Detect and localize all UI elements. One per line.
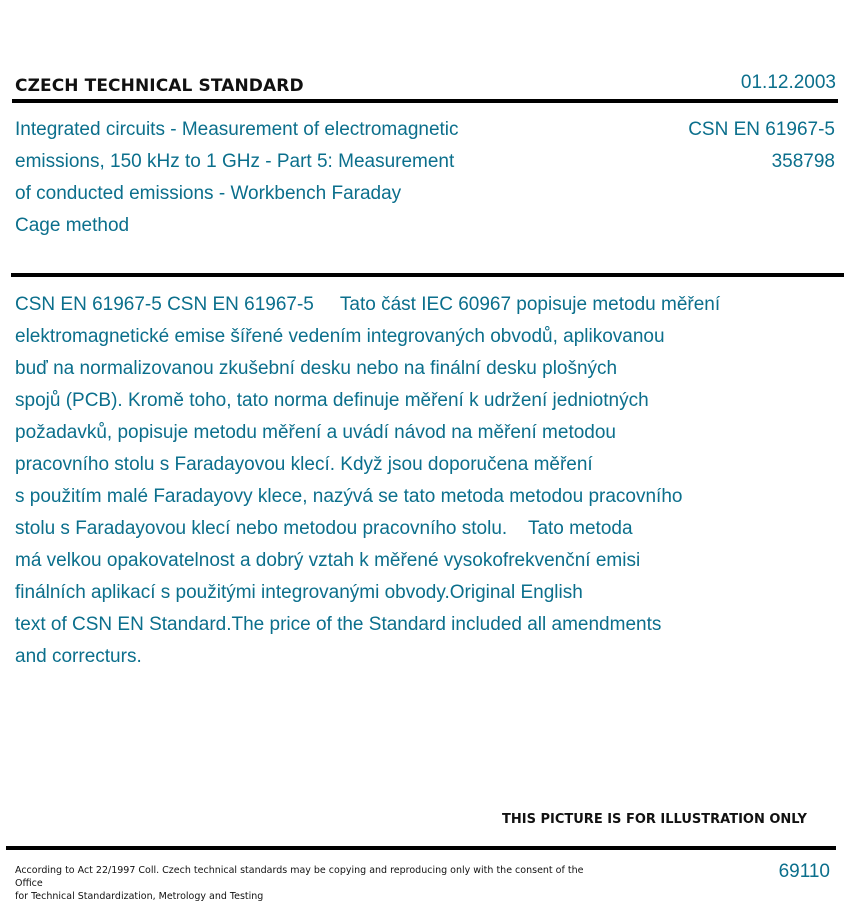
section-divider: [11, 273, 844, 277]
footer-divider: [6, 846, 836, 850]
legal-notice: [15, 864, 585, 903]
standard-description: [15, 289, 845, 673]
description-line: spojů (PCB). Kromě toho, tato norma definuje měření k udržení jedniotných: [15, 390, 649, 411]
description-line: má velkou opakovatelnost a dobrý vztah k měřené vysokofrekvenční emisi: [15, 550, 641, 571]
description-line: CSN EN 61967-5 CSN EN 61967-5 Tato část IEC 60967 popisuje metodu měření: [15, 294, 721, 315]
description-line: finálních aplikací s použitými integrovanými obvody.Original English: [15, 582, 583, 603]
catalog-code: 69110: [778, 861, 830, 882]
standard-title: [15, 114, 535, 242]
description-line: text of CSN EN Standard.The price of the Standard included all amendments: [15, 614, 662, 635]
header-divider: [12, 99, 838, 103]
title-line: of conducted emissions - Workbench Faraday: [15, 183, 402, 204]
illustration-note: THIS PICTURE IS FOR ILLUSTRATION ONLY: [502, 812, 807, 827]
standard-identifier: [688, 114, 835, 178]
description-line: buď na normalizovanou zkušební desku nebo na finální desku plošných: [15, 358, 618, 379]
standard-code: CSN EN 61967-5: [688, 119, 835, 140]
document-type-label: CZECH TECHNICAL STANDARD: [15, 76, 304, 96]
title-line: Cage method: [15, 215, 130, 236]
description-line: požadavků, popisuje metodu měření a uvádí návod na měření metodou: [15, 422, 616, 443]
standard-number: 358798: [771, 151, 835, 172]
legal-line: for Technical Standardization, Metrology and Testing: [15, 891, 264, 902]
publication-date: 01.12.2003: [740, 72, 836, 93]
description-line: and correcturs.: [15, 646, 142, 667]
description-line: stolu s Faradayovou klecí nebo metodou pracovního stolu. Tato metoda: [15, 518, 633, 539]
description-line: elektromagnetické emise šířené vedením integrovaných obvodů, aplikovanou: [15, 326, 665, 347]
description-line: pracovního stolu s Faradayovou klecí. Když jsou doporučena měření: [15, 454, 593, 475]
title-line: emissions, 150 kHz to 1 GHz - Part 5: Measurement: [15, 151, 455, 172]
legal-line: According to Act 22/1997 Coll. Czech technical standards may be copying and reproducing only with the consent of the Office: [15, 865, 584, 889]
description-line: s použitím malé Faradayovy klece, nazývá se tato metoda metodou pracovního: [15, 486, 683, 507]
title-line: Integrated circuits - Measurement of electromagnetic: [15, 119, 459, 140]
